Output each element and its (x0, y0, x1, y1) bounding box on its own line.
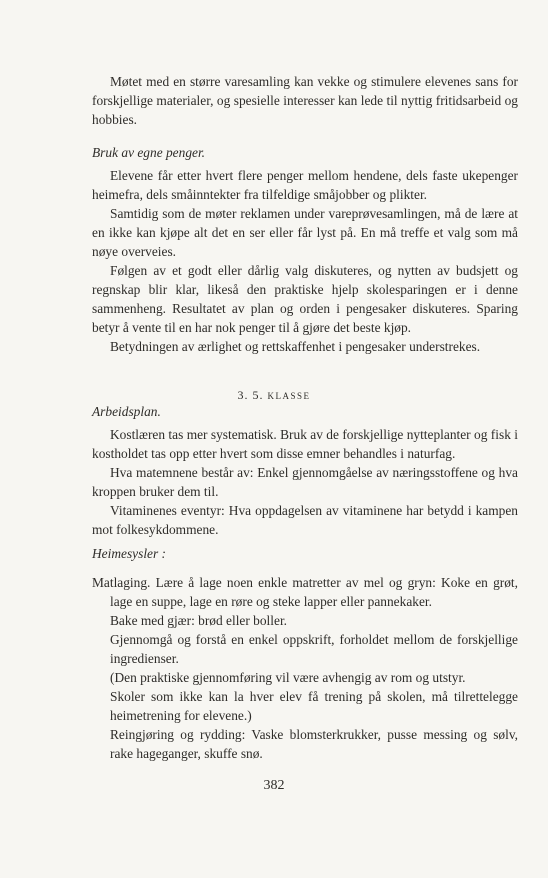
paragraph: Betydningen av ærlighet og rettskaffenhet i pengesaker understrekes. (110, 339, 481, 354)
section-heading: Bruk av egne penger. (92, 145, 206, 160)
section-heading: Heimesysler : (92, 546, 166, 561)
class-number: 3. 5. (237, 388, 264, 402)
paragraph: Hva matemnene består av: Enkel gjennomgåelse av næringsstoffene og hva kroppen bruker dem til. (92, 465, 518, 499)
page-number: 382 (263, 778, 285, 793)
section-home-chores (92, 544, 518, 763)
paragraph: Kostlæren tas mer systematisk. Bruk av de forskjellige nytteplanter og fisk i kostholdet tas opp etter hvert som disse emner behandles i naturfag. (92, 427, 518, 461)
paragraph: Vitaminenes eventyr: Hva oppdagelsen av vitaminene har betydd i kampen mot folkesykdommene. (92, 503, 518, 537)
list-item: Gjennomgå og forstå en enkel oppskrift, forholdet mellom de forskjellige ingredienser. (110, 632, 518, 666)
list-item: Matlaging. Lære å lage noen enkle matretter av mel og gryn: Koke en grøt, lage en suppe, lage en røre og steke lapper eller pannekaker. (92, 575, 518, 609)
class-label: KLASSE (267, 391, 311, 401)
list-item: Bake med gjær: brød eller boller. (110, 613, 288, 628)
section-heading: Arbeidsplan. (92, 404, 161, 419)
list-item: Skoler som ikke kan la hver elev få trening på skolen, må tilrettelegge heimetrening for elevene.) (110, 689, 518, 723)
paragraph: Samtidig som de møter reklamen under vareprøvesamlingen, må de lære at en ikke kan kjøpe alt det en ser eller får lyst på. En må treffe et valg som må nøye overveies. (92, 206, 518, 259)
paragraph: Møtet med en større varesamling kan vekke og stimulere elevenes sans for forskjellige materialer, og spesielle interesser kan lede til nyttig fritidsarbeid og hobbies. (92, 74, 518, 127)
class-heading (0, 388, 548, 403)
list-item: Reingjøring og rydding: Vaske blomsterkrukker, pusse messing og sølv, rake hageganger, skuffe snø. (110, 727, 518, 761)
section-money (92, 72, 518, 356)
list-item: (Den praktiske gjennomføring vil være avhengig av rom og utstyr. (110, 670, 466, 685)
section-workplan (92, 402, 518, 539)
paragraph: Elevene får etter hvert flere penger mellom hendene, dels faste ukepenger heimefra, dels småinntekter fra tilfeldige småjobber og plikter. (92, 168, 518, 202)
paragraph: Følgen av et godt eller dårlig valg diskuteres, og nytten av budsjett og regnskap blir klar, likeså den praktiske hjelp skolesparingen er i denne sammenheng. Resultatet av plan og orden i pengesaker diskuteres. Sparing betyr å vente til en har nok penger til å gjøre det beste kjøp. (92, 263, 518, 335)
